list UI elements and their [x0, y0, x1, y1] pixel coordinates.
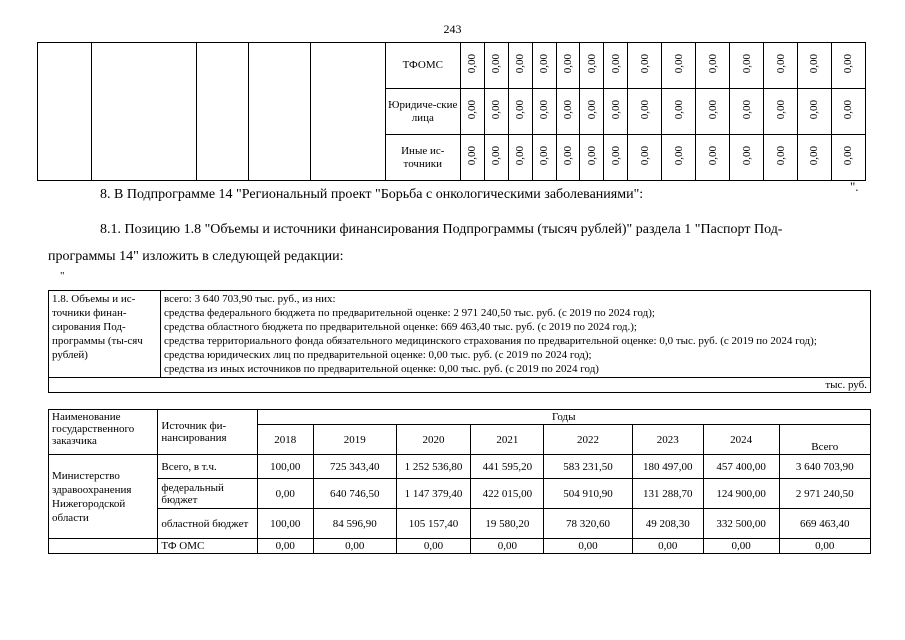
- value-text: 0,00: [842, 54, 855, 74]
- value-cell: [798, 89, 832, 135]
- amount-cell: 100,00: [257, 509, 313, 539]
- empty-cell: [38, 43, 92, 181]
- passport-line: средства территориального фонда обязательного медицинского страхования по предварительной оценке: 0,0 тыс. руб. (с 2019 по 2024 год);: [164, 335, 817, 347]
- value-cell: [580, 43, 604, 89]
- value-cell: [696, 89, 730, 135]
- amount-cell: 3 640 703,90: [779, 455, 870, 479]
- amount-cell: 124 900,00: [703, 479, 779, 509]
- source-cell: федеральный бюджет: [158, 479, 257, 509]
- value-cell: [628, 43, 662, 89]
- passport-line: всего: 3 640 703,90 тыс. руб., из них:: [164, 293, 336, 305]
- total-header: Всего: [779, 425, 870, 455]
- value-cell: [604, 135, 628, 181]
- value-cell: [730, 135, 764, 181]
- value-text: 0,00: [609, 100, 622, 120]
- amount-cell: 669 463,40: [779, 509, 870, 539]
- value-cell: [696, 43, 730, 89]
- amount-cell: 180 497,00: [632, 455, 703, 479]
- value-text: 0,00: [585, 100, 598, 120]
- value-text: 0,00: [638, 54, 651, 74]
- paragraph-8-1-cont: программы 14" изложить в следующей редакции:: [48, 249, 344, 264]
- amount-cell: 725 343,40: [313, 455, 396, 479]
- value-text: 0,00: [672, 146, 685, 166]
- passport-line: средства юридических лиц по предварительной оценке: 0,00 тыс. руб. (с 2019 по 2024 год);: [164, 349, 592, 361]
- passport-label: 1.8. Объемы и ис-точники финан-сирования Под-программы (ты-сяч рублей): [49, 291, 161, 378]
- value-text: 0,00: [638, 100, 651, 120]
- value-text: 0,00: [706, 54, 719, 74]
- value-cell: [798, 135, 832, 181]
- value-cell: [764, 89, 798, 135]
- value-cell: [730, 89, 764, 135]
- top-table: [37, 42, 866, 181]
- value-cell: [764, 43, 798, 89]
- value-text: 0,00: [585, 54, 598, 74]
- value-text: 0,00: [808, 54, 821, 74]
- value-cell: [484, 89, 508, 135]
- empty-cell: [311, 43, 386, 181]
- value-cell: [460, 89, 484, 135]
- value-cell: [460, 43, 484, 89]
- value-text: 0,00: [538, 146, 551, 166]
- value-cell: [532, 43, 556, 89]
- value-text: 0,00: [774, 146, 787, 166]
- value-text: 0,00: [562, 54, 574, 74]
- value-cell: [696, 135, 730, 181]
- value-cell: [764, 135, 798, 181]
- amount-cell: 441 595,20: [471, 455, 544, 479]
- closing-quote: ".: [850, 179, 859, 194]
- value-cell: [460, 135, 484, 181]
- value-cell: [484, 135, 508, 181]
- empty-cell: [197, 43, 249, 181]
- amount-cell: 0,00: [544, 539, 632, 554]
- source-label: ТФОМС: [385, 43, 460, 89]
- amount-cell: 84 596,90: [313, 509, 396, 539]
- value-text: 0,00: [740, 146, 753, 166]
- header-source: Источник фи-нансирования: [158, 410, 257, 455]
- value-cell: [604, 43, 628, 89]
- amount-cell: 0,00: [257, 539, 313, 554]
- value-cell: [798, 43, 832, 89]
- amount-cell: 100,00: [257, 455, 313, 479]
- value-text: 0,00: [609, 146, 622, 166]
- value-text: 0,00: [490, 100, 503, 120]
- amount-cell: 2 971 240,50: [779, 479, 870, 509]
- value-cell: [532, 135, 556, 181]
- top-table-row: [38, 43, 866, 89]
- amount-cell: 49 208,30: [632, 509, 703, 539]
- value-text: 0,00: [538, 100, 551, 120]
- value-text: 0,00: [562, 100, 574, 120]
- year-header: 2019: [313, 425, 396, 455]
- amount-cell: 0,00: [396, 539, 471, 554]
- value-cell: [662, 43, 696, 89]
- source-label: Юридиче-ские лица: [385, 89, 460, 135]
- value-text: 0,00: [538, 54, 551, 74]
- unit-label: тыс. руб.: [49, 378, 871, 393]
- value-text: 0,00: [774, 100, 787, 120]
- source-cell: ТФ ОМС: [158, 539, 257, 554]
- year-header: 2018: [257, 425, 313, 455]
- year-header: 2020: [396, 425, 471, 455]
- passport-line: средства из иных источников по предварительной оценке: 0,00 тыс. руб. (с 2019 по 2024 год): [164, 363, 599, 375]
- value-text: 0,00: [740, 100, 753, 120]
- amount-cell: 0,00: [632, 539, 703, 554]
- amount-cell: 0,00: [703, 539, 779, 554]
- value-text: 0,00: [638, 146, 651, 166]
- value-text: 0,00: [585, 146, 598, 166]
- value-text: 0,00: [466, 100, 479, 120]
- amount-cell: 0,00: [779, 539, 870, 554]
- amount-cell: 1 147 379,40: [396, 479, 471, 509]
- value-cell: [508, 43, 532, 89]
- value-text: 0,00: [842, 146, 855, 166]
- amount-cell: 19 580,20: [471, 509, 544, 539]
- source-cell: областной бюджет: [158, 509, 257, 539]
- amount-cell: 1 252 536,80: [396, 455, 471, 479]
- value-text: 0,00: [672, 100, 685, 120]
- passport-text: [161, 291, 871, 378]
- amount-cell: 78 320,60: [544, 509, 632, 539]
- header-years: Годы: [257, 410, 870, 425]
- paragraph-8: 8. В Подпрограмме 14 "Региональный проект "Борьба с онкологическими заболеваниями":: [100, 187, 644, 202]
- amount-cell: 583 231,50: [544, 455, 632, 479]
- value-cell: [508, 89, 532, 135]
- finance-row: [49, 539, 871, 554]
- value-cell: [831, 89, 865, 135]
- passport-line: средства областного бюджета по предварительной оценке: 669 463,40 тыс. руб. (с 2019 по 2024 год.);: [164, 321, 637, 333]
- value-cell: [604, 89, 628, 135]
- source-label: Иные ис-точники: [385, 135, 460, 181]
- value-text: 0,00: [466, 146, 479, 166]
- empty-cell: [249, 43, 311, 181]
- value-cell: [556, 89, 580, 135]
- value-text: 0,00: [774, 54, 787, 74]
- year-header: 2024: [703, 425, 779, 455]
- amount-cell: 105 157,40: [396, 509, 471, 539]
- value-cell: [532, 89, 556, 135]
- paragraph-8-1: 8.1. Позицию 1.8 "Объемы и источники финансирования Подпрограммы (тысяч рублей)" раздела 1 "Паспорт Под-: [100, 222, 783, 237]
- value-cell: [662, 135, 696, 181]
- value-text: 0,00: [514, 100, 527, 120]
- value-text: 0,00: [514, 146, 527, 166]
- year-header: 2023: [632, 425, 703, 455]
- customer-name: Министерство здравоохранения Нижегородской области: [49, 455, 158, 539]
- value-cell: [628, 89, 662, 135]
- amount-cell: 131 288,70: [632, 479, 703, 509]
- value-text: 0,00: [490, 54, 503, 74]
- value-cell: [831, 43, 865, 89]
- value-cell: [730, 43, 764, 89]
- value-cell: [831, 135, 865, 181]
- value-cell: [580, 135, 604, 181]
- value-text: 0,00: [706, 100, 719, 120]
- value-text: 0,00: [466, 54, 479, 74]
- finance-row: [49, 479, 871, 509]
- header-customer: Наименование государственного заказчика: [49, 410, 158, 455]
- customer-empty: [49, 539, 158, 554]
- passport-table: [48, 290, 871, 393]
- amount-cell: 640 746,50: [313, 479, 396, 509]
- amount-cell: 0,00: [471, 539, 544, 554]
- value-text: 0,00: [490, 146, 503, 166]
- value-text: 0,00: [609, 54, 622, 74]
- amount-cell: 0,00: [257, 479, 313, 509]
- value-cell: [484, 43, 508, 89]
- value-text: 0,00: [740, 54, 753, 74]
- value-text: 0,00: [514, 54, 527, 74]
- source-cell: Всего, в т.ч.: [158, 455, 257, 479]
- value-text: 0,00: [672, 54, 685, 74]
- value-cell: [662, 89, 696, 135]
- year-header: 2022: [544, 425, 632, 455]
- value-cell: [556, 135, 580, 181]
- finance-table: [48, 409, 871, 554]
- passport-line: средства федерального бюджета по предварительной оценке: 2 971 240,50 тыс. руб. (с 2019 по 2024 год);: [164, 307, 655, 319]
- finance-row: [49, 455, 871, 479]
- value-text: 0,00: [808, 146, 821, 166]
- value-text: 0,00: [808, 100, 821, 120]
- amount-cell: 457 400,00: [703, 455, 779, 479]
- year-header: 2021: [471, 425, 544, 455]
- finance-row: [49, 509, 871, 539]
- amount-cell: 422 015,00: [471, 479, 544, 509]
- value-text: 0,00: [706, 146, 719, 166]
- amount-cell: 332 500,00: [703, 509, 779, 539]
- value-text: 0,00: [562, 146, 574, 166]
- amount-cell: 504 910,90: [544, 479, 632, 509]
- value-cell: [628, 135, 662, 181]
- value-cell: [556, 43, 580, 89]
- page-number: 243: [443, 22, 462, 36]
- value-cell: [508, 135, 532, 181]
- value-cell: [580, 89, 604, 135]
- amount-cell: 0,00: [313, 539, 396, 554]
- opening-quote: ": [60, 270, 65, 282]
- empty-cell: [91, 43, 197, 181]
- value-text: 0,00: [842, 100, 855, 120]
